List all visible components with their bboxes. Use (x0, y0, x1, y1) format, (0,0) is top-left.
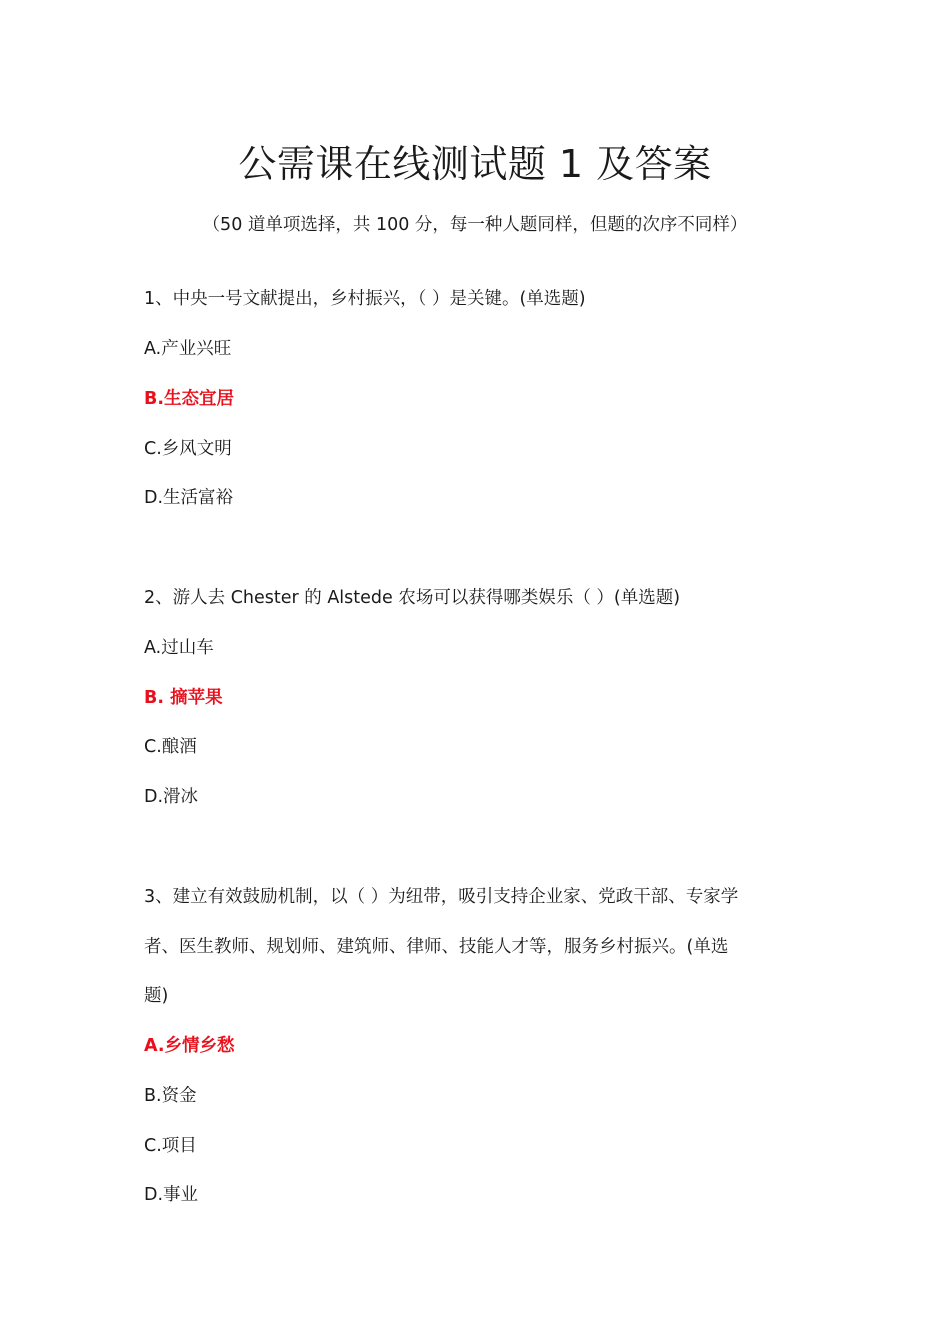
option-b-correct-answer: B.生态宜居 (144, 389, 234, 409)
document-subtitle: （50 道单项选择，共 100 分，每一种人题同样，但题的次序不同样） (202, 215, 748, 235)
option-a-correct-answer: A.乡情乡愁 (144, 1036, 235, 1056)
option-c: C.酿酒 (144, 737, 197, 757)
option-d: D.生活富裕 (144, 488, 234, 508)
option-d: D.滑冰 (144, 787, 199, 807)
question-stem-line-2: 者、医生教师、规划师、建筑师、律师、技能人才等，服务乡村振兴。(单选 (144, 937, 729, 957)
question-stem-line-3: 题) (144, 986, 169, 1006)
option-a: A.产业兴旺 (144, 339, 232, 359)
option-a: A.过山车 (144, 638, 214, 658)
option-c: C.项目 (144, 1136, 197, 1156)
document-title: 公需课在线测试题 1 及答案 (238, 142, 712, 186)
option-d: D.事业 (144, 1185, 199, 1205)
question-stem: 1、中央一号文献提出，乡村振兴，（ ）是关键。(单选题) (144, 289, 586, 309)
option-c: C.乡风文明 (144, 439, 232, 459)
option-b-correct-answer: B. 摘苹果 (144, 688, 223, 708)
question-stem-line-1: 3、建立有效鼓励机制，以（ ）为纽带，吸引支持企业家、党政干部、专家学 (144, 887, 739, 907)
option-b: B.资金 (144, 1086, 197, 1106)
question-stem: 2、游人去 Chester 的 Alstede 农场可以获得哪类娱乐（ ）(单选题) (144, 588, 681, 608)
